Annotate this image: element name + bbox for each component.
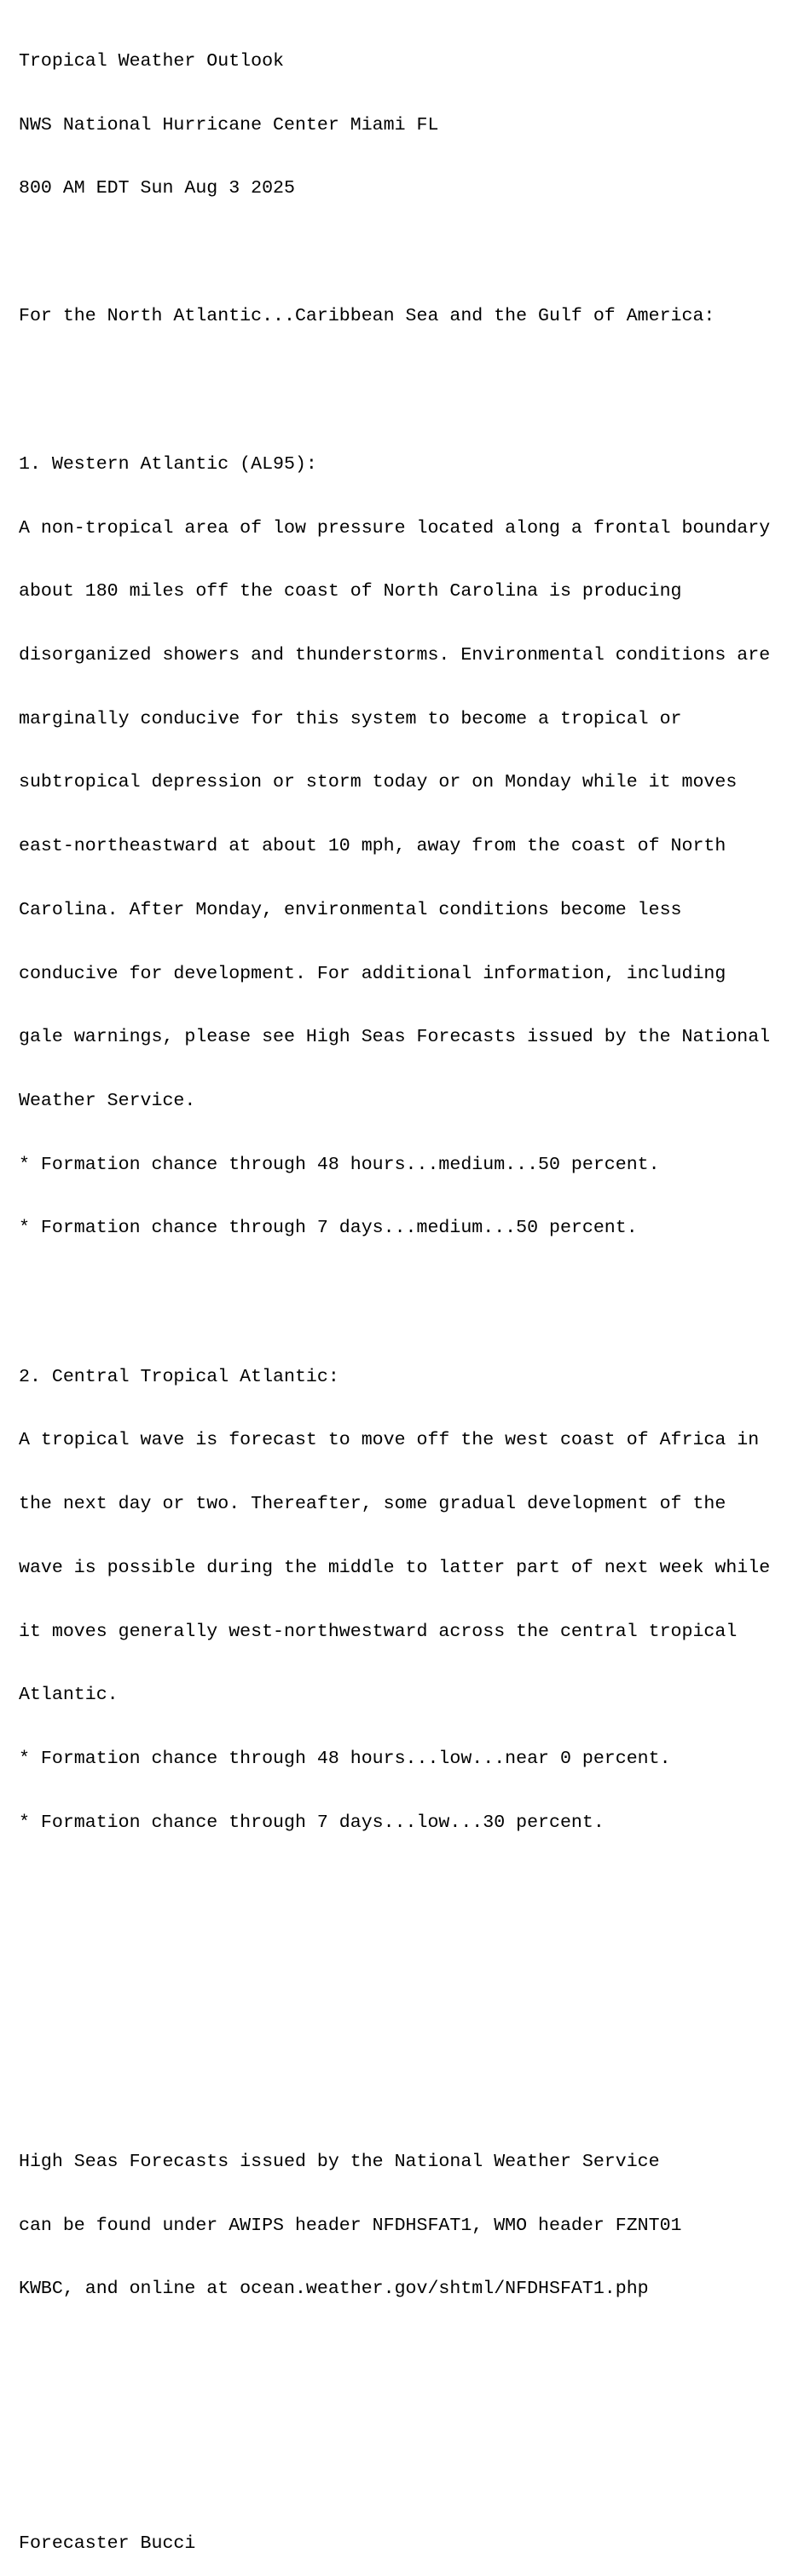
system-2-discussion-line: A tropical wave is forecast to move off the west coast of Africa in	[19, 1430, 760, 1451]
system-2-chance-48h: * Formation chance through 48 hours...low...near 0 percent.	[19, 1748, 671, 1769]
blank-line	[19, 2406, 803, 2428]
blank-line	[19, 2470, 803, 2492]
system-1-discussion-line: subtropical depression or storm today or on Monday while it moves	[19, 772, 738, 793]
blank-line	[19, 369, 803, 390]
system-1-discussion-line: A non-tropical area of low pressure located along a frontal boundary	[19, 517, 771, 539]
blank-line	[19, 2003, 803, 2025]
blank-line	[19, 2066, 803, 2088]
blank-line	[19, 242, 803, 263]
system-1-discussion-line: about 180 miles off the coast of North Carolina is producing	[19, 581, 682, 602]
system-2-discussion-line: Atlantic.	[19, 1685, 119, 1706]
product-title: Tropical Weather Outlook	[19, 50, 285, 72]
area-line: For the North Atlantic...Caribbean Sea and the Gulf of America:	[19, 305, 715, 326]
system-1-discussion-line: conducive for development. For additional information, including	[19, 963, 726, 984]
system-1-discussion-line: disorganized showers and thunderstorms. Environmental conditions are	[19, 645, 771, 666]
system-1-discussion-line: gale warnings, please see High Seas Forecasts issued by the National	[19, 1027, 771, 1048]
system-2-discussion-line: it moves generally west-northwestward across the central tropical	[19, 1621, 738, 1642]
system-1-discussion-line: Carolina. After Monday, environmental conditions become less	[19, 899, 682, 920]
system-1-heading: 1. Western Atlantic (AL95):	[19, 453, 317, 475]
system-1-chance-7d: * Formation chance through 7 days...medium...50 percent.	[19, 1218, 638, 1239]
system-1-discussion-line: marginally conducive for this system to become a tropical or	[19, 708, 682, 729]
high-seas-note-line: KWBC, and online at ocean.weather.gov/shtml/NFDHSFAT1.php	[19, 2279, 649, 2300]
system-1-discussion-line: Weather Service.	[19, 1090, 196, 1111]
system-1-discussion-line: east-northeastward at about 10 mph, away from the coast of North	[19, 836, 726, 857]
high-seas-note-line: High Seas Forecasts issued by the National Weather Service	[19, 2152, 660, 2173]
blank-line	[19, 2343, 803, 2364]
system-1-chance-48h: * Formation chance through 48 hours...medium...50 percent.	[19, 1154, 660, 1175]
issue-time: 800 AM EDT Sun Aug 3 2025	[19, 178, 295, 199]
high-seas-note-line: can be found under AWIPS header NFDHSFAT1, WMO header FZNT01	[19, 2215, 682, 2236]
blank-line	[19, 1282, 803, 1303]
blank-line	[19, 1876, 803, 1897]
system-2-heading: 2. Central Tropical Atlantic:	[19, 1366, 339, 1387]
issuing-office: NWS National Hurricane Center Miami FL	[19, 114, 439, 135]
tropical-weather-outlook-text	[19, 9, 803, 2576]
system-2-discussion-line: the next day or two. Thereafter, some gradual development of the	[19, 1494, 726, 1515]
blank-line	[19, 1939, 803, 1961]
system-2-discussion-line: wave is possible during the middle to latter part of next week while	[19, 1557, 771, 1578]
system-2-chance-7d: * Formation chance through 7 days...low...30 percent.	[19, 1812, 605, 1833]
forecaster-signature: Forecaster Bucci	[19, 2533, 196, 2555]
